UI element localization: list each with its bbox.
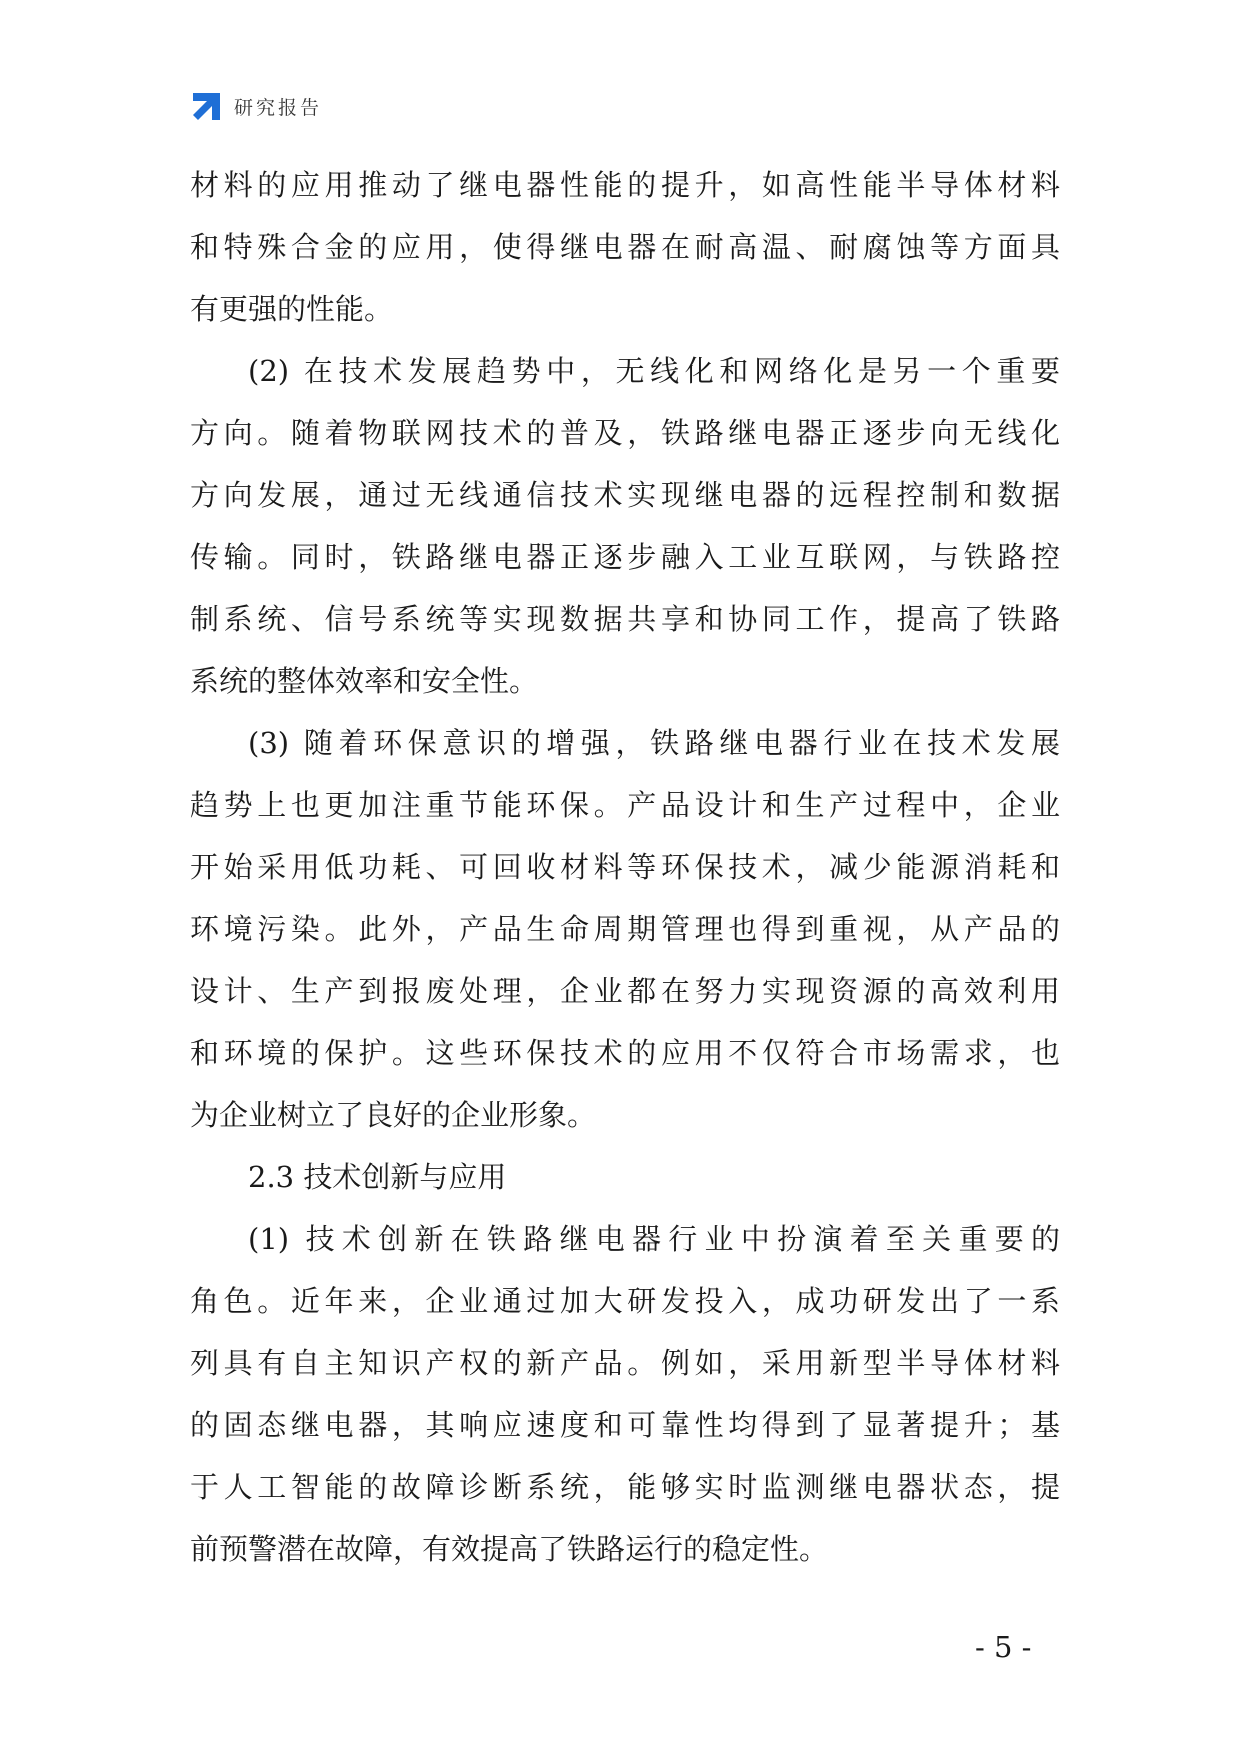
- report-header: [190, 88, 322, 124]
- text-line: (3) 随着环保意识的增强，铁路继电器行业在技术发展: [248, 726, 1060, 760]
- text-line: 为企业树立了良好的企业形象。: [190, 1098, 597, 1132]
- text-line: 方向发展，通过无线通信技术实现继电器的远程控制和数据: [190, 478, 1060, 512]
- text-line: 列具有自主知识产权的新产品。例如，采用新型半导体材料: [190, 1346, 1060, 1380]
- text-line: 系统的整体效率和安全性。: [190, 664, 539, 698]
- text-line: 制系统、信号系统等实现数据共享和协同工作，提高了铁路: [190, 602, 1060, 636]
- text-line: 前预警潜在故障，有效提高了铁路运行的稳定性。: [190, 1532, 829, 1566]
- text-line: 的固态继电器，其响应速度和可靠性均得到了显著提升；基: [190, 1408, 1060, 1442]
- text-line: 和特殊合金的应用，使得继电器在耐高温、耐腐蚀等方面具: [190, 230, 1060, 264]
- arrow-logo-icon: [190, 89, 224, 123]
- text-line: 和环境的保护。这些环保技术的应用不仅符合市场需求，也: [190, 1036, 1060, 1070]
- text-line: 有更强的性能。: [190, 292, 394, 326]
- text-line: (1) 技术创新在铁路继电器行业中扮演着至关重要的: [248, 1222, 1060, 1256]
- text-line: (2) 在技术发展趋势中，无线化和网络化是另一个重要: [248, 354, 1060, 388]
- text-line: 于人工智能的故障诊断系统，能够实时监测继电器状态，提: [190, 1470, 1060, 1504]
- text-line: 设计、生产到报废处理，企业都在努力实现资源的高效利用: [190, 974, 1060, 1008]
- page-number: - 5 -: [975, 1630, 1032, 1664]
- text-line: 角色。近年来，企业通过加大研发投入，成功研发出了一系: [190, 1284, 1060, 1318]
- header-title: 研究报告: [234, 96, 323, 119]
- section-heading: 2.3 技术创新与应用: [248, 1160, 507, 1194]
- text-line: 方向。随着物联网技术的普及，铁路继电器正逐步向无线化: [190, 416, 1060, 450]
- document-body: [190, 154, 1060, 1580]
- text-line: 环境污染。此外，产品生命周期管理也得到重视，从产品的: [190, 912, 1060, 946]
- text-line: 材料的应用推动了继电器性能的提升，如高性能半导体材料: [190, 168, 1060, 202]
- text-line: 传输。同时，铁路继电器正逐步融入工业互联网，与铁路控: [190, 540, 1060, 574]
- text-line: 趋势上也更加注重节能环保。产品设计和生产过程中，企业: [190, 788, 1060, 822]
- text-line: 开始采用低功耗、可回收材料等环保技术，减少能源消耗和: [190, 850, 1060, 884]
